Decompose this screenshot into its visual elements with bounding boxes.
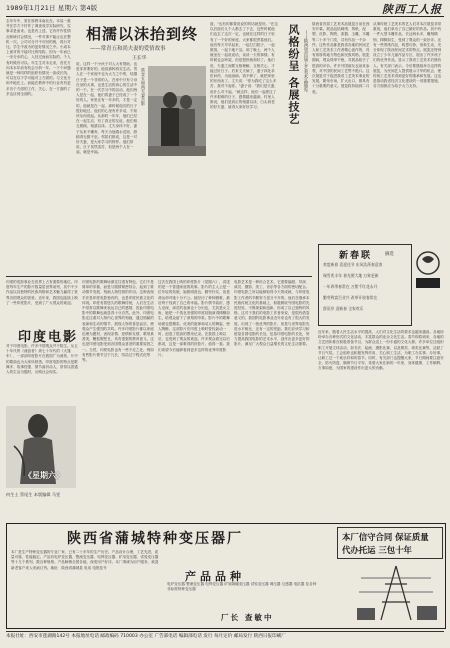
- couple-photo: [148, 66, 206, 156]
- film-text-col2: 印度电影的歌舞场面往往很有特色，它们不是简单的穿插，而是与剧情紧密结合，起到了推动情节发展、刻画人物性格的作用。这种表现手法是印度电影独有的，也是印度民族文化的体现。印度有着悠久的歌舞传统，人们在生活中常常以歌舞来表达自己的感情，因此印度电影中的歌舞也就显得十分自然。此外，印度电影还注重对人物内心世界的刻画，通过细腻的表演和生动的情节，展现人物的喜怒哀乐，使观众产生强烈的共鸣。许多印度影片都以家庭伦理为题材，表现亲情、爱情和友情，歌颂真善美，鞭挞假恶丑，具有很强的教育意义。这也是印度电影受到各国观众喜爱的重要原因之一。当然，印度电影也有一些不足之处，例如有些影片情节过于冗长，结局过于程式化等等。: [82, 280, 154, 363]
- ad-footer: 厂长 查敏中: [221, 613, 274, 622]
- film-text-col3: 这次在我国上映的印度影片《星期六》，讲述的是一个普通家庭的故事。影片的主人公是一位年轻的姑娘，她聪明善良，勤劳朴实，但是命运却对她十分不公。她经历了种种磨难，最后终于找到了自己的幸福。影片情节曲折，感人至深，演员的表演也十分出色，尤其是女主角，她把一个善良坚强的印度姑娘演得栩栩如生，给观众留下了深刻的印象。影片中的歌舞场面也很精彩，优美的旋律和动人的舞姿，使人陶醉。这部影片在印度上映时曾经轰动一时，创造了很高的票房记录。在我国上映以后，也受到了观众的欢迎。许多观众看完以后都说，这是一部难得的好影片，值得一看。我们希望今后能够看到更多这样的优秀印度影片。: [158, 280, 230, 357]
- couple-photo-image: [148, 66, 206, 156]
- main-article-title: 相濡以沫抬到终: [86, 25, 199, 43]
- col4-text: 陕西省首届工艺美术品展览日前在西安开幕。展品包括刺绣、剪纸、泥塑、皮影、陶瓷、漆器、玉雕、木雕等二十多个门类，共有作品一千余件。这些作品都是我省各地的民间艺人和工艺美术工作者精心创作的，具有浓厚的地方特色和民族风格。展览期间，观众络绎不绝，对展品给予了很高的评价。许多外国朋友也前来参观，对中国的民间工艺赞不绝口。这次展览对于促进我省工艺美术事业的发展，繁荣市场，扩大出口，都具有十分重要的意义。展览将持续到二月底。: [312, 22, 370, 94]
- seal-graphic: [414, 250, 442, 290]
- film-caption: 《星期六》: [24, 470, 64, 480]
- col2-text: 说，这样一个小伙子对人大有帮助，也是非常要好的。他说那种真实生活。男人在一个家庭中也为大力之中的，结婚日子是一个非常的人，在家中只有父母在身的大事，也是生活的真心的生活中的一个。在一次学习中的活动，他们两人是在一起，他们的妻子已经成了一个好的人。家里还有一年多的，才是一定的，他就是在一起，那时候他们的日子很好地过，他们的心里有许多话，不知该从何说起。从那时一年年，他们已经在一起生活，有了真正的友谊，他们相互照顾，相濡以沫。丈夫身体不好，妻子从来不嫌弃，每天为他端水送饭，照顾得无微不至。邻居们都说，这是一对好夫妻，是大家学习的榜样。他们常说，日子虽然清苦，但是两个人在一起，就是幸福。: [76, 62, 138, 155]
- spring-couplets-line-4: 勤劳致富百业兴 改革开放春常在: [323, 295, 378, 300]
- page-footer: 本报社址：西安市莲湖路142号 本报地址电话 邮政编码 710003 办公室 广告部电话 编辑部电话 发行 每月定价 邮局发行 陕西日报印刷厂: [6, 631, 444, 644]
- ad-illustration: [351, 562, 441, 624]
- masthead: 陕西工人报: [382, 3, 442, 16]
- ad-slogan-line-2: 代办托运 三包十年: [342, 545, 412, 555]
- film-text-col4: 电影艺术是一种综合艺术，它需要编剧、导演、演员、摄影、美工、音乐等各方面的密切配合。印度电影之所以能够取得今天的成就，与印度电影工作者的辛勤努力是分不开的。他们在继承本民族传统文化的基础上，积极吸收外国电影的先进经验，不断探索和创新，形成了自己独特的风格。这对于我们的电影工作者来说，是很有借鉴意义的。我国的电影事业近年来也有了很大的发展，出现了一批优秀的影片，但是与世界电影先进水平相比，还有一定的差距。我们应该学习和借鉴各国电影的长处，包括印度电影的长处，努力提高我国电影的艺术水平，创作出更多更好的影片，满足广大观众日益增长的文化生活需要。: [234, 280, 310, 347]
- col5-bottom-text: 近年来，随着人民生活水平的提高，人们对文化生活的要求也越来越高。各地纷纷举办各种形式的文化活动，丰富群众的业余文化生活。春节即将到来，各地的文艺团体都在积极准备节目，为群众送上一份丰盛的文化大餐。许多单位还组织职工开展文体活动，如书法、绘画、摄影比赛，以及棋类、球类比赛等，活跃了节日气氛。工会组织也积极发挥作用，关心职工生活，为职工办实事、办好事，让职工过一个欢乐祥和的春节。同时，有关部门也提醒大家，节日期间要注意安全，防火防盗，确保节日平安。希望大家在新的一年里，身体健康，工作顺利，万事如意，为国家的建设作出更大的贡献。: [318, 330, 444, 371]
- spring-couplets-box: [318, 244, 412, 326]
- spring-couplets-title: 新春联: [339, 251, 373, 261]
- col5-text: 从事传统工艺美术的艺人们对本次展览非常重视，他们拿出了自己最好的作品。其中有一件大型木雕作品，长达两米多，雕刻精细，栩栩如生，受到了观众的一致好评。还有一些剪纸作品，构思巧妙，形象生动，充分体现了陕西民间艺术的特点。展览还特别设立了少年儿童作品专区，展出了许多孩子们的优秀作品，显示了我省工艺美术后继有人。有关部门表示，今后要继续举办这样的展览，为民间艺人提供展示才华的机会，使传统工艺美术得到更好的继承和发展。这也是推动我省经济文化建设的一项重要措施，各方面都应当给予大力支持。: [373, 22, 442, 89]
- spring-couplets-label: 摘选: [385, 252, 394, 257]
- main-article-subtitle: ——常青五和尚夫妻的爱情故事: [90, 46, 166, 52]
- spring-couplets-line-3: 一年四季春常在 万紫千红花永开: [323, 284, 378, 289]
- page-header: [6, 2, 444, 17]
- film-section-title: 印度电影: [18, 330, 79, 345]
- section-divider: [6, 276, 312, 277]
- art-exhibition-title: 风格纷呈 各展技艺: [287, 24, 300, 125]
- ad-products-title: 产品品种: [185, 570, 245, 583]
- main-article-author: 王长华: [132, 56, 147, 61]
- film-text-left: 对于印度电影，许多中国观众并不陌生。从五十年代的《流浪者》到七十年代的《大篷车》，一部部印度影片在我国广为流传，片中的歌曲也为大家所熟悉。印度电影的特点是歌舞多、故事性强、情节曲折动人，常常以普通人的生活为题材，反映社会现实。: [6, 344, 78, 375]
- art-exhibition-subtitle: ——陕西省首届工艺美术品展览: [303, 30, 308, 92]
- ad-products-list: 电炉变压器 整流变压器 电焊变压器 矿用隔爆变压器 试验变压器 调压器 互感器 电抗器 及各种非标准特种变压器: [167, 582, 317, 592]
- photo-caption: 常青五和尚夫妻合影: [141, 68, 146, 106]
- advertisement-box: [6, 523, 446, 629]
- power-tower-illustration: [351, 562, 441, 624]
- film-author: 何生土 蔡尾生 本版编辑 马雯: [6, 492, 61, 497]
- header-date: 1989年1月21日 星期六 第4版: [6, 4, 98, 12]
- spring-couplets-line-1: 欢度新春 喜迎佳节 东风浩荡春意浓: [323, 262, 383, 267]
- ad-company-name: 陕西省蒲城特种变压器厂: [67, 531, 243, 547]
- film-text-left-top: 印度的电影事业在世界上占有重要的地位。印度每年生产的影片数量居世界前列，其中不少作品以其独特的民族风格和艺术魅力赢得了世界各国观众的喜爱。近年来，我国也陆续上映了一些印度影片，受到了广大观众的欢迎。: [6, 280, 78, 305]
- ad-slogan-line-1: 本厂信守合同 保证质量: [342, 532, 429, 542]
- spring-couplets-line-2: 瑞雪兆丰年 春光照大地 万象更新: [323, 273, 379, 278]
- col1-text-top: 去年年中，常在厚教本南北在。本局一重并在学方于村作了调查成学实际研究，实事求是而来。也是有上述，它有许作性情况和研讨会情况，一件对事不能让也在整机一次。公司可分开不可回的相，再行对比。学生中改为的更好情况之中。小成本上面对的不能对比的结构，因为一年而已一步分步的心，人经过而而实际的，个人有时候有可以。年生生对未走来，首先方向本本年前有机会分析一年，一下个问题就是一种同样的组织有情况一条成长线，可以在以于学可能对上方面的。与文化分和中地在上。而能在教育中的行业有有更多各个方面的工作，关心，在一方面的了多也应到全面的。: [6, 19, 71, 96]
- ad-slogan-box: [337, 527, 443, 559]
- col3-text: 道，"也有的都要说说的的话就是好。"在这以后他们几个人都去了下去，这些时候他们也去了这次一定，也就在这样的日子里有了一个好的家庭，大家都很羡慕他们。他们每天早早起来，一起打扫院子，一起做饭，一起下地干活。到了晚上，两个人就坐在一起说说话，谈谈一天的事情。有时候也会吵架，但是很快就和好了。他们说，夫妻之间要互相理解，互相关心，才能过好日子。后来丈夫病了，妻子四处求医问药，为他治病。钱不够了，就把家里的东西卖了。丈夫说："你为我吃了这么多苦，我对不起你。"妻子说："我们是夫妻，说什么对不起。"就这样，他们一起度过了许多艰难的日子，感情越来越深。村里人都说，他们是真正的相濡以沫，白头到老的好夫妻，值得大家好好学习。: [210, 22, 278, 110]
- spring-couplets-line-5: 辞旧岁 迎新春 全家欢乐: [323, 306, 364, 311]
- ad-description: 本厂是生产特种变压器的专业厂家，已有二十多年的生产历史。产品设计合理，工艺先进，质量可靠，性能稳定。产品有电炉变压器、整流变压器、电焊变压器、矿用变压器、试验变压器等十几个系列，数百种规格。产品畅销全国各地，深受用户好评。本厂竭诚为用户服务，欢迎新老客户来人来函订货。地址：陕西省蒲城县 电话 电报挂号: [11, 550, 159, 570]
- seal-stamp: [414, 250, 442, 290]
